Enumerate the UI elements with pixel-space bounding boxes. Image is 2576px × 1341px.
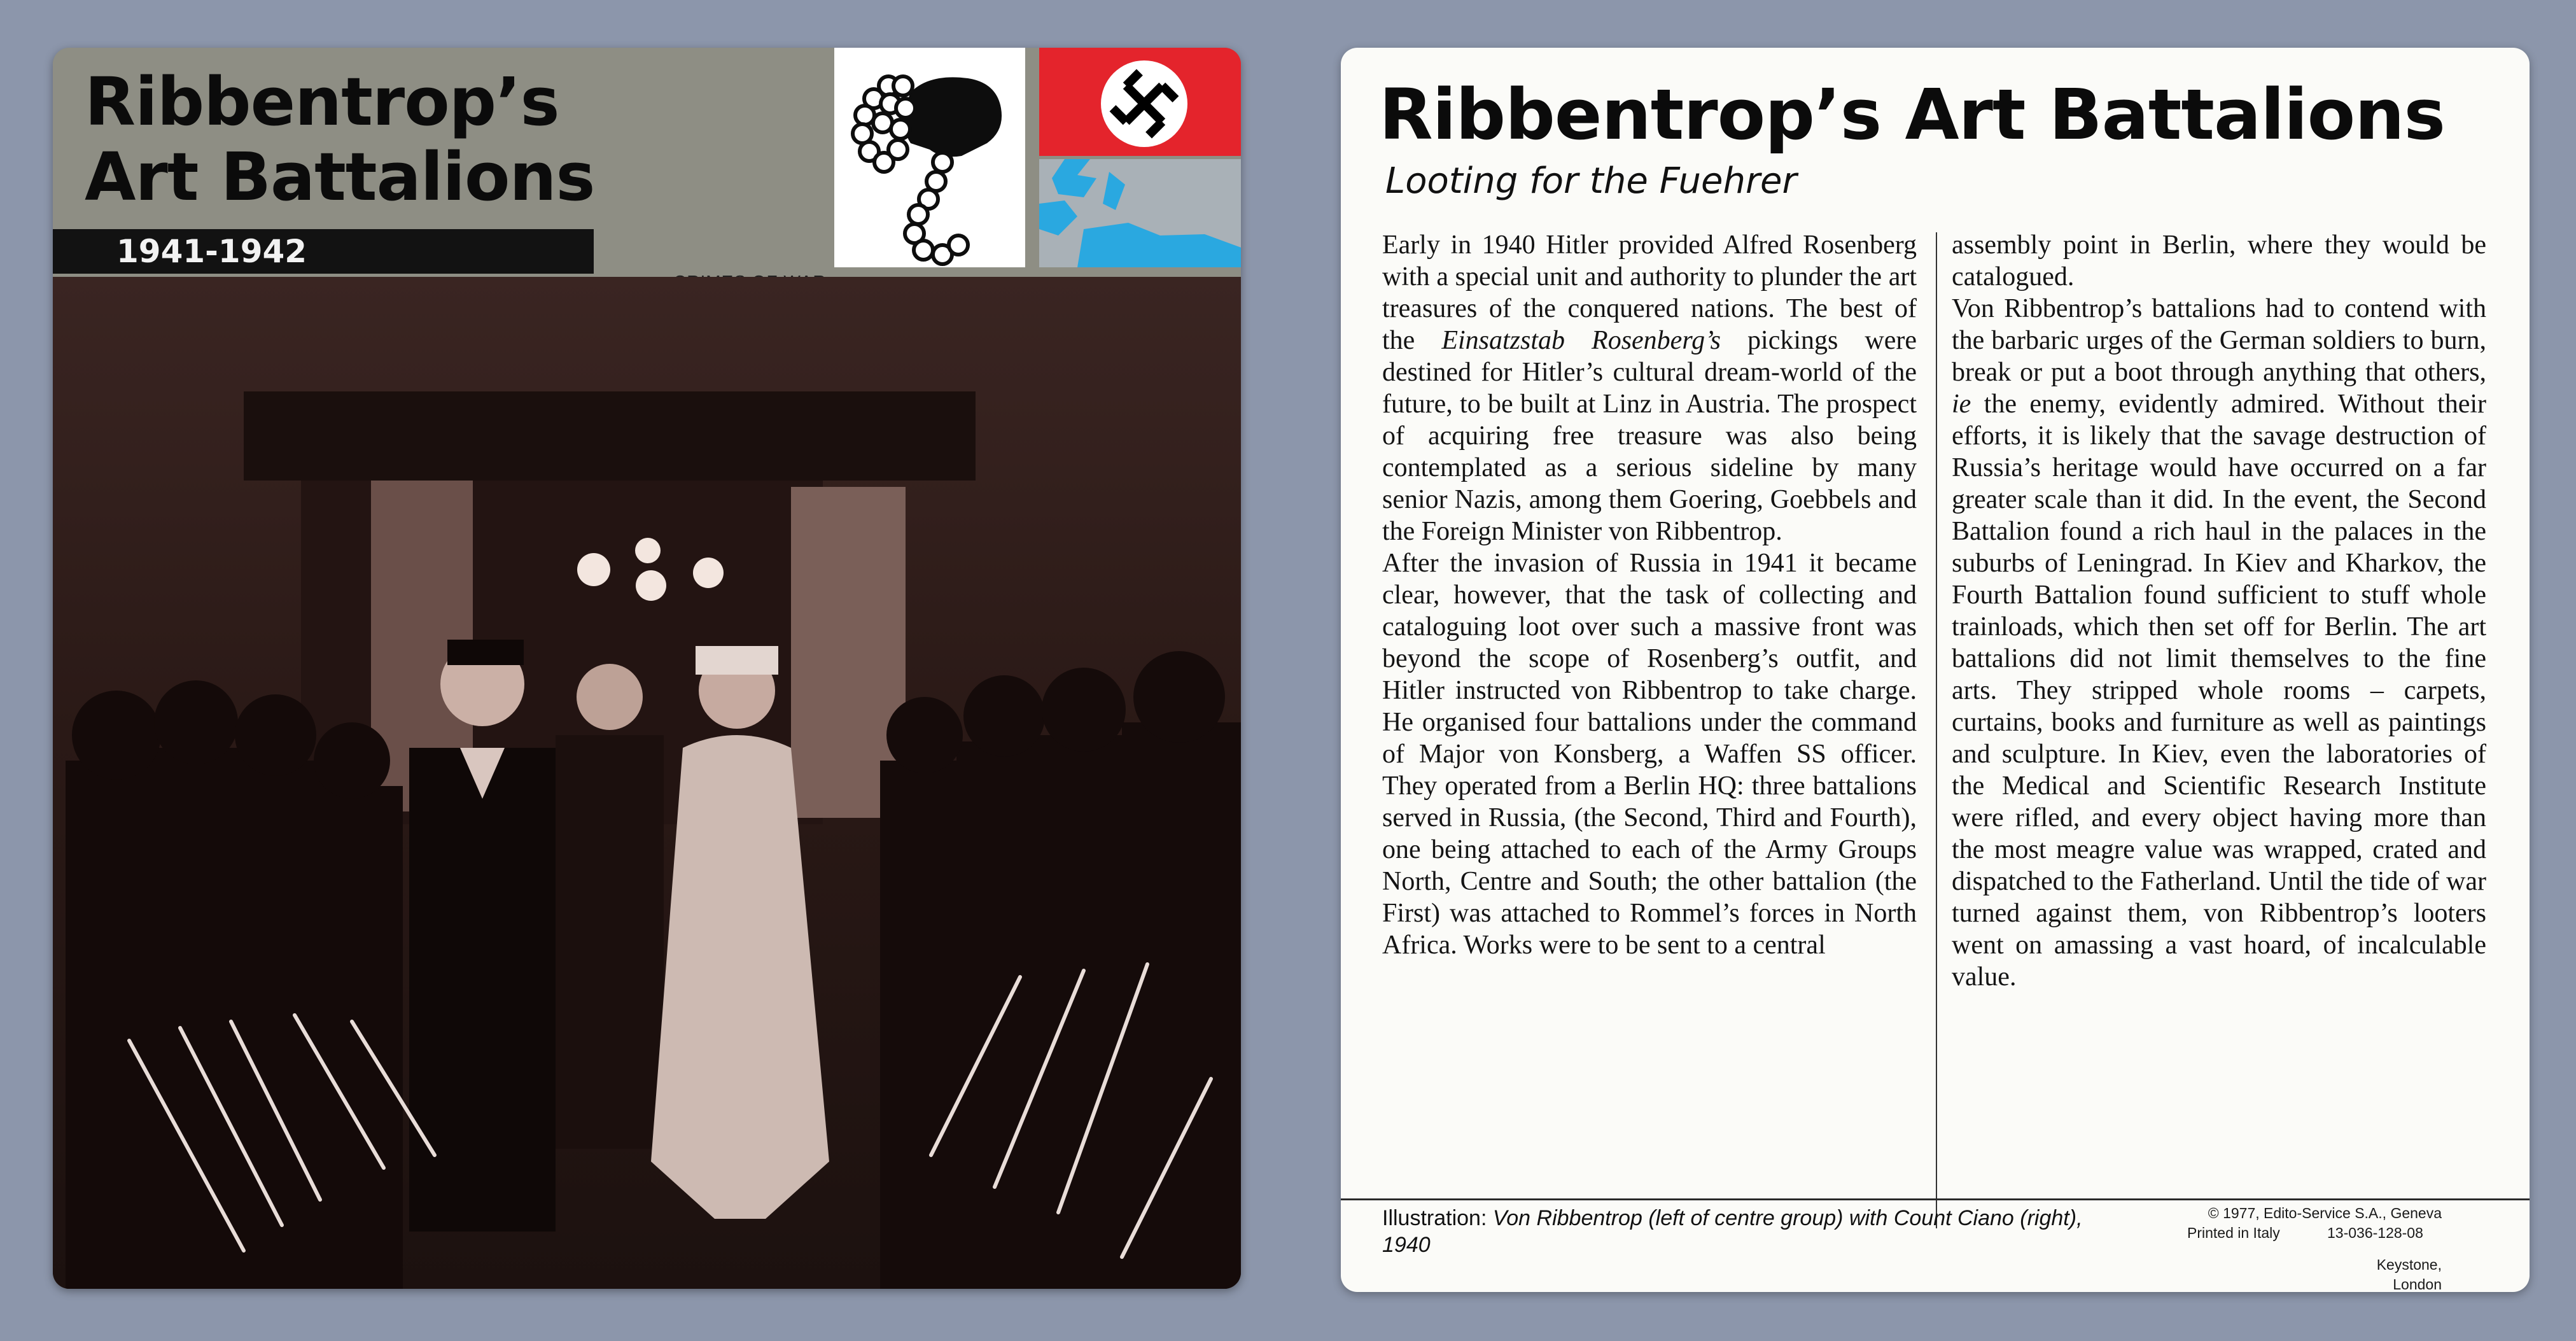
europe-map-icon xyxy=(1039,159,1241,267)
front-years: 1941-1942 xyxy=(116,233,307,270)
front-title-line2: Art Battalions xyxy=(85,138,595,216)
back-title: Ribbentrop’s Art Battalions xyxy=(1379,74,2445,155)
paragraph: assembly point in Berlin, where they would be catalogued. xyxy=(1952,230,2486,291)
printed-in: Printed in Italy xyxy=(2187,1225,2280,1241)
paragraph-italic-text: Einsatzstab Rosenberg’s xyxy=(1441,326,1721,355)
photo-credit: Keystone, London xyxy=(2376,1256,2442,1292)
paragraph xyxy=(1952,293,2486,993)
back-subtitle: Looting for the Fuehrer xyxy=(1385,160,1797,202)
column-divider xyxy=(1936,232,1937,1228)
text-column-right xyxy=(1952,229,2486,993)
card-code: 13-036-128-08 xyxy=(2327,1225,2423,1241)
illustration-text: Von Ribbentrop (left of centre group) with Count Ciano (right), 1940 xyxy=(1382,1206,2083,1257)
year-bar xyxy=(53,229,594,274)
copyright-notice: © 1977, Edito-Service S.A., Geneva xyxy=(2208,1205,2442,1221)
front-title xyxy=(85,64,772,214)
clenched-fist-with-prayer-beads-icon xyxy=(834,48,1025,267)
paragraph-text: pickings were destined for Hitler’s cultural dream-world of the future, to be built at Linz in Austria. The prospect of acquiring free treasure was also being contemplated as a serious sideline by many senior Nazis, among them Goering, Goebbels and the Foreign Minister von Ribbentrop. xyxy=(1382,326,1917,546)
text-column-left xyxy=(1382,229,1917,961)
front-title-line1: Ribbentrop’s xyxy=(85,63,559,141)
illustration-label: Illustration: xyxy=(1382,1206,1493,1230)
paragraph-text: Early in 1940 Hitler provided Alfred Rosenberg with a special unit and authority to plunder the art treasures of the conquered nations. The best of the xyxy=(1382,230,1917,355)
swastika-flag-icon xyxy=(1039,48,1241,156)
paragraph-text: the enemy, evidently admired. Without their efforts, it is likely that the savage destruction of Russia’s heritage would have occurred on a far greater scale than it did. In the event, the Second Battalion found a rich haul in the palaces in the suburbs of Leningrad. In Kiev and Kharkov, the Fourth Battalion found sufficient to stuff whole trainloads, which then set off for Berlin. The art battalions did not limit themselves to the fine arts. They stripped whole rooms – carpets, curtains, books and furniture as well as paintings and sculpture. In Kiev, even the laboratories of the Medical and Scientific Research Institute were rifled, and every object having more than the most meagre value was wrapped, crated and dispatched to the Fatherland. Until the tide of war turned against them, von Ribbentrop’s looters went on amassing a vast hoard, of incalculable value. xyxy=(1952,390,2486,992)
illustration-caption xyxy=(1382,1205,2114,1258)
paragraph xyxy=(1382,229,1917,547)
paragraph-text: Von Ribbentrop’s battalions had to contend with the barbaric urges of the German soldiers to burn, break or put a boot through anything that others, xyxy=(1952,294,2486,387)
paragraph: After the invasion of Russia in 1941 it became clear, however, that the task of collecting and cataloguing loot over such a massive front was beyond the scope of Rosenberg’s outfit, and Hitler instructed von Ribbentrop to take charge. He organised four battalions under the command of Major von Konsberg, a Waffen SS officer. They operated from a Berlin HQ: three battalions served in Russia, (the Second, Third and Fourth), one being attached to each of the Army Groups North, Centre and South; the other battalion (the First) was attached to Rommel’s forces in North Africa. Works were to be sent to a central xyxy=(1382,549,1917,960)
front-header xyxy=(53,48,1241,277)
back-card xyxy=(1341,48,2530,1292)
footer-divider xyxy=(1341,1198,2530,1200)
historical-photo xyxy=(53,277,1241,1289)
paragraph-italic-text: ie xyxy=(1952,390,1971,419)
front-card xyxy=(53,48,1241,1289)
